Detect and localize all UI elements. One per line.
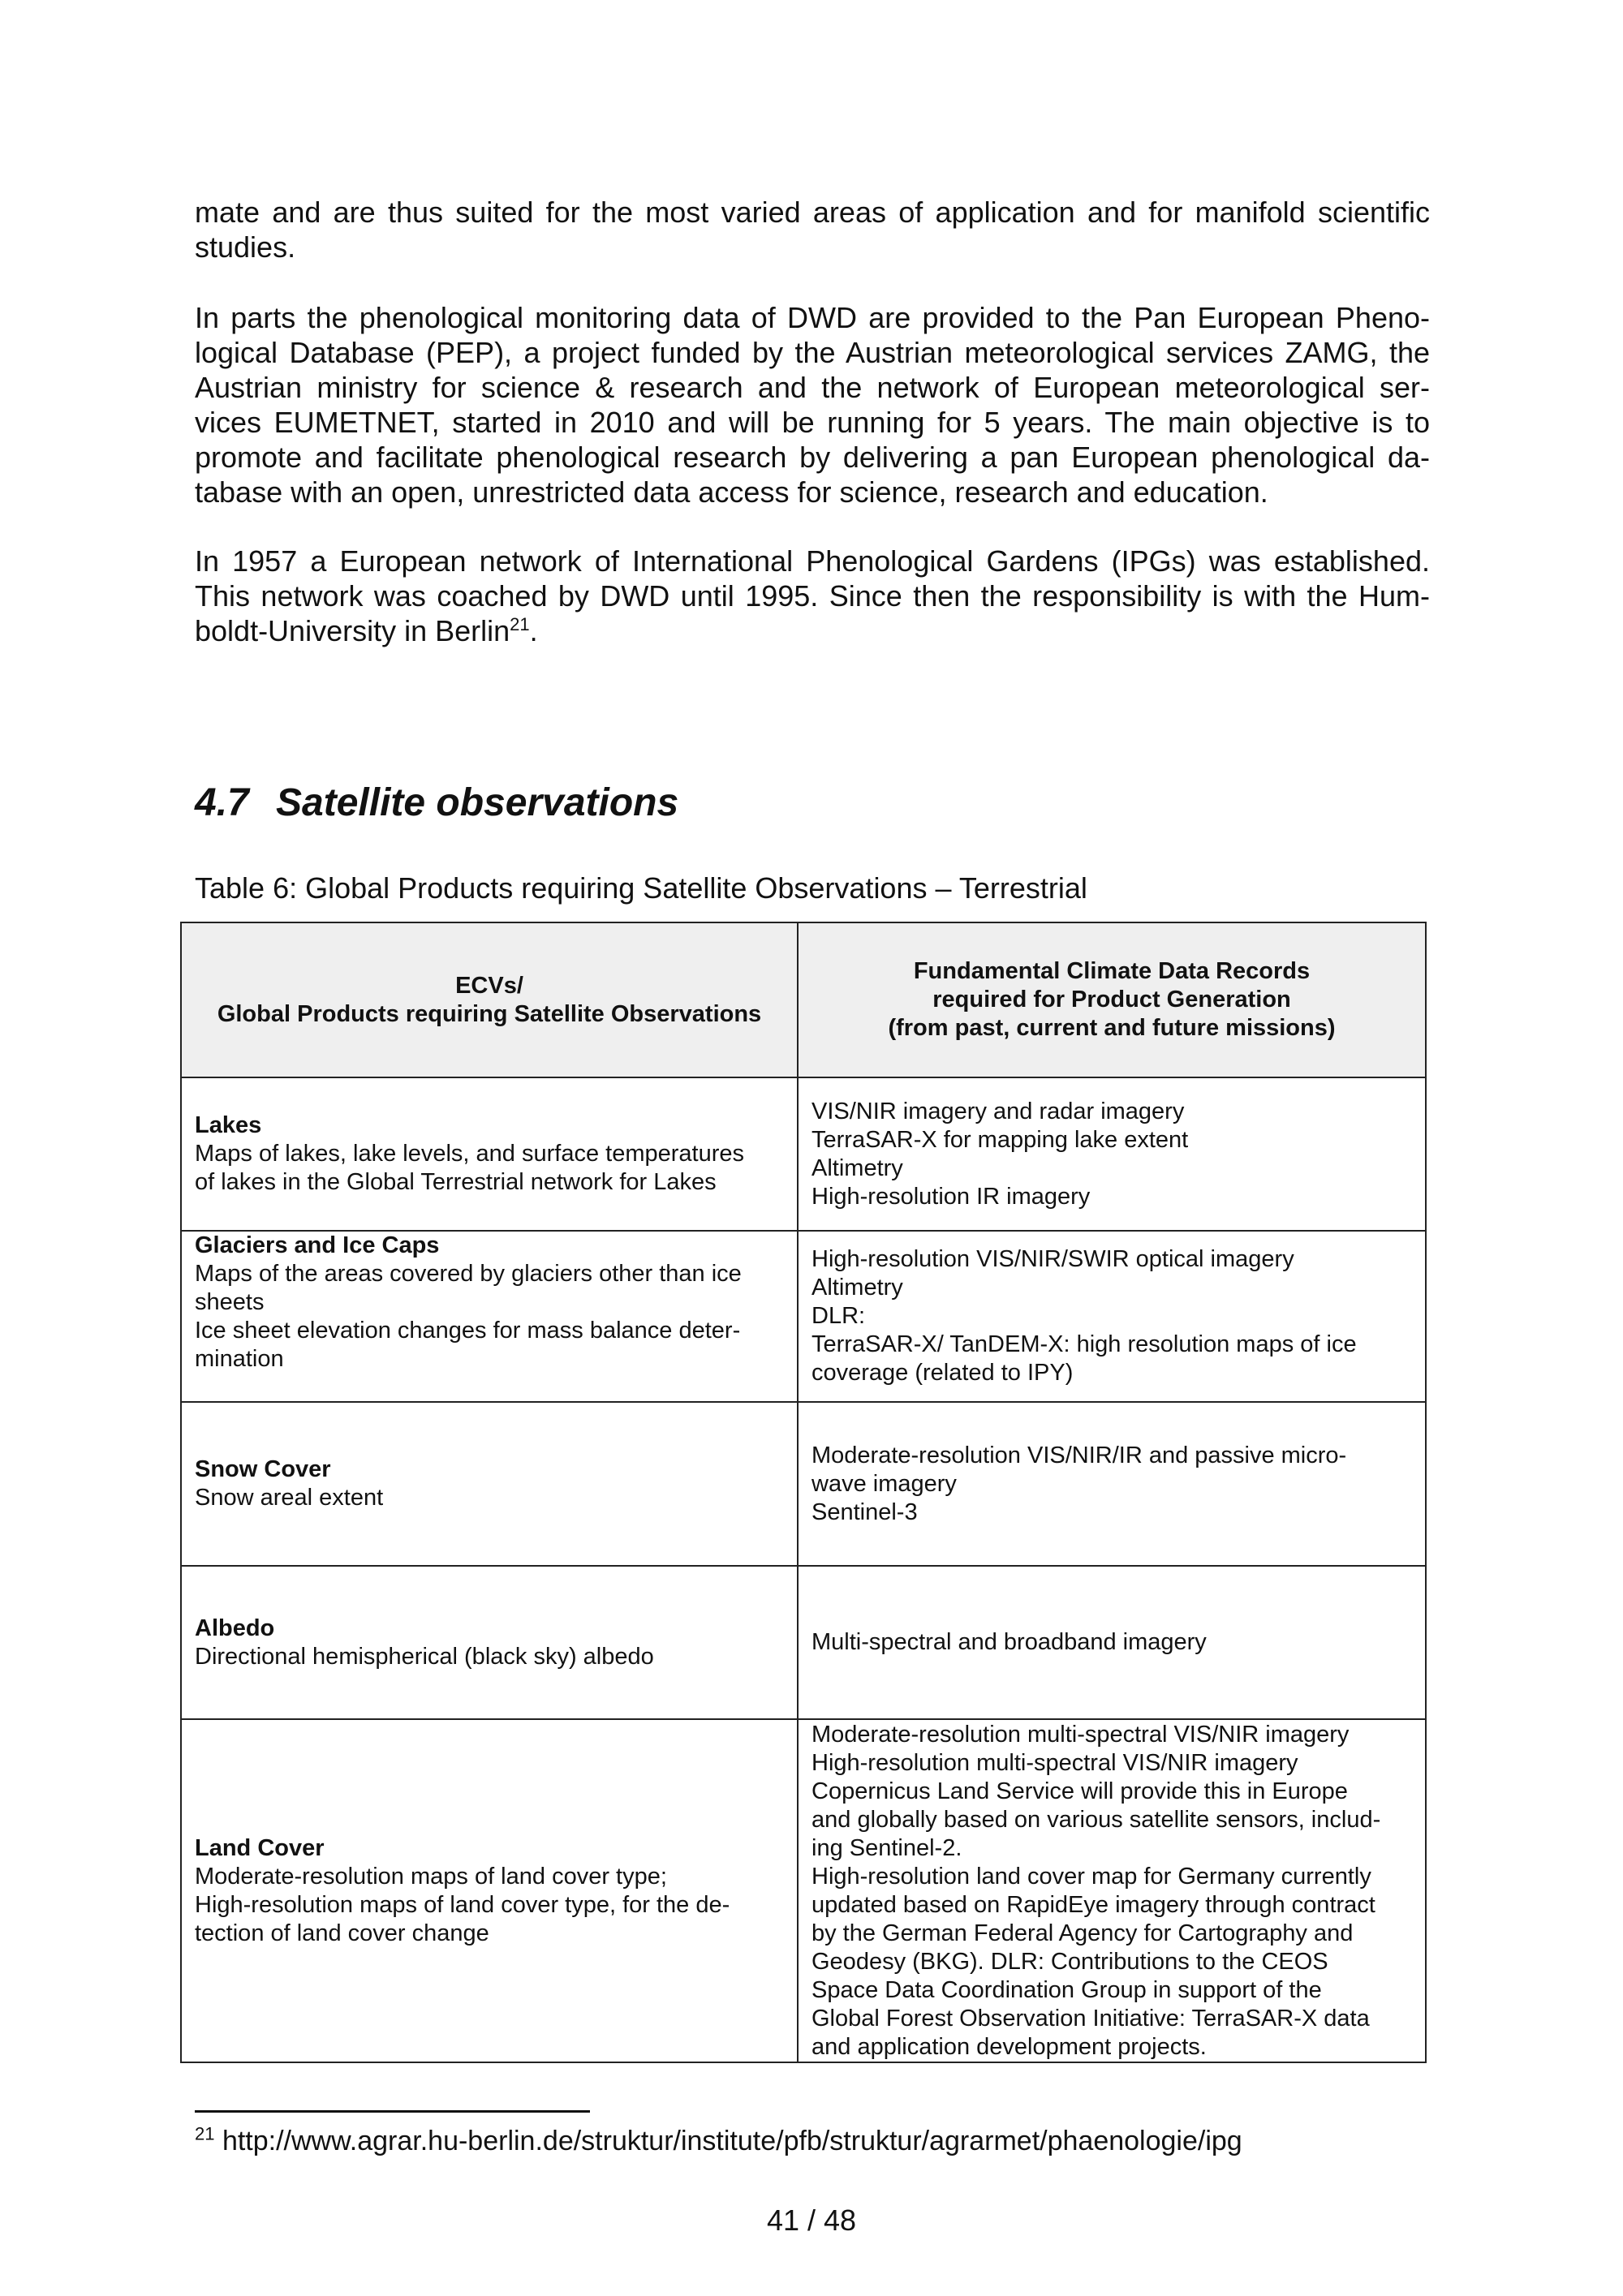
cell-line: required for Product Generation bbox=[932, 987, 1291, 1013]
product-cell bbox=[181, 1231, 798, 1402]
text-line bbox=[195, 195, 1430, 230]
table-row bbox=[181, 1077, 1426, 1231]
line-text: logical Database (PEP), a project funded by the Austrian meteorological services ZAMG, the bbox=[195, 336, 1430, 369]
records-cell bbox=[798, 1719, 1426, 2062]
table-row bbox=[181, 1719, 1426, 2062]
line-text: vices EUMETNET, started in 2010 and will be running for 5 years. The main objective is to bbox=[195, 406, 1430, 439]
cell-line: and application development projects. bbox=[812, 2033, 1207, 2060]
cell-line: Multi-spectral and broadband imagery bbox=[812, 1629, 1207, 1655]
text-line bbox=[195, 300, 1430, 335]
table-header-row bbox=[181, 922, 1426, 1077]
line-text: In 1957 a European network of International Phenological Gardens (IPGs) was established. bbox=[195, 544, 1430, 578]
cell-line: Moderate-resolution multi-spectral VIS/NIR imagery bbox=[812, 1721, 1350, 1748]
paragraph-continuation bbox=[195, 195, 1430, 264]
cell-line: Maps of lakes, lake levels, and surface temperatures bbox=[195, 1141, 744, 1167]
records-cell bbox=[798, 1566, 1426, 1719]
line-text: promote and facilitate phenological research by delivering a pan European phenological da- bbox=[195, 441, 1430, 474]
footnote-url[interactable]: http://www.agrar.hu-berlin.de/struktur/institute/pfb/struktur/agrarmet/phaenologie/ipg bbox=[222, 2126, 1242, 2156]
product-title: Lakes bbox=[195, 1112, 262, 1138]
cell-line: and globally based on various satellite sensors, includ- bbox=[812, 1806, 1381, 1833]
footnote-divider bbox=[195, 2110, 590, 2113]
text-line bbox=[195, 405, 1430, 440]
cell-line: ing Sentinel-2. bbox=[812, 1834, 962, 1861]
text-line bbox=[195, 230, 1430, 264]
cell-line: Global Forest Observation Initiative: TerraSAR-X data bbox=[812, 2005, 1370, 2032]
footnote-ref[interactable]: 21 bbox=[510, 614, 530, 634]
cell-line: Moderate-resolution maps of land cover type; bbox=[195, 1863, 667, 1890]
cell-line: wave imagery bbox=[812, 1470, 957, 1497]
records-cell bbox=[798, 1077, 1426, 1231]
line-text: Austrian ministry for science & research and the network of European meteorological ser- bbox=[195, 371, 1430, 404]
cell-line: High-resolution VIS/NIR/SWIR optical imagery bbox=[812, 1246, 1294, 1272]
paragraph-pep bbox=[195, 300, 1430, 510]
section-heading bbox=[195, 780, 678, 825]
product-title: Snow Cover bbox=[195, 1456, 331, 1482]
cell-line: Sentinel-3 bbox=[812, 1498, 918, 1525]
satellite-products-table bbox=[180, 922, 1427, 2063]
cell-line: VIS/NIR imagery and radar imagery bbox=[812, 1098, 1185, 1124]
text-line bbox=[195, 440, 1430, 475]
cell-line: (from past, current and future missions) bbox=[888, 1015, 1336, 1041]
line-text: boldt-University in Berlin bbox=[195, 614, 510, 647]
table-caption: Table 6: Global Products requiring Satellite Observations – Terrestrial bbox=[195, 871, 1087, 905]
cell-line: High-resolution land cover map for Germany currently bbox=[812, 1863, 1371, 1890]
product-title: Albedo bbox=[195, 1615, 275, 1641]
line-text: studies. bbox=[195, 230, 296, 264]
cell-line: of lakes in the Global Terrestrial network for Lakes bbox=[195, 1169, 717, 1195]
cell-line: High-resolution multi-spectral VIS/NIR imagery bbox=[812, 1749, 1298, 1776]
line-text: mate and are thus suited for the most varied areas of application and for manifold scientific bbox=[195, 196, 1430, 229]
cell-line: Snow areal extent bbox=[195, 1485, 384, 1511]
section-number: 4.7 bbox=[195, 781, 249, 824]
text-line: boldt-University in Berlin$^{21}$. bbox=[195, 614, 538, 647]
cell-line: TerraSAR-X for mapping lake extent bbox=[812, 1126, 1189, 1153]
cell-line: High-resolution maps of land cover type, for the de- bbox=[195, 1891, 730, 1918]
cell-line: Copernicus Land Service will provide this in Europe bbox=[812, 1778, 1348, 1804]
page-number: 41 / 48 bbox=[766, 2204, 857, 2237]
footnote bbox=[195, 2123, 1242, 2157]
product-cell bbox=[181, 1719, 798, 2062]
line-text: This network was coached by DWD until 1995. Since then the responsibility is with the Hum- bbox=[195, 579, 1430, 613]
paragraph-ipg bbox=[195, 544, 1430, 648]
text-line bbox=[195, 335, 1430, 370]
header-ecvs bbox=[181, 922, 798, 1077]
table-row bbox=[181, 1566, 1426, 1719]
product-cell bbox=[181, 1077, 798, 1231]
records-cell bbox=[798, 1231, 1426, 1402]
cell-line: Moderate-resolution VIS/NIR/IR and passive micro- bbox=[812, 1442, 1347, 1468]
cell-line: Space Data Coordination Group in support of the bbox=[812, 1976, 1322, 2003]
cell-line: Maps of the areas covered by glaciers other than ice bbox=[195, 1261, 742, 1287]
cell-line: tection of land cover change bbox=[195, 1920, 489, 1946]
line-text: tabase with an open, unrestricted data access for science, research and education. bbox=[195, 475, 1268, 509]
product-cell bbox=[181, 1566, 798, 1719]
section-title: Satellite observations bbox=[276, 781, 679, 824]
cell-line: DLR: bbox=[812, 1303, 866, 1329]
cell-line: TerraSAR-X/ TanDEM-X: high resolution maps of ice bbox=[812, 1331, 1357, 1357]
cell-line: Ice sheet elevation changes for mass balance deter- bbox=[195, 1318, 741, 1344]
text-line bbox=[195, 475, 1430, 510]
records-cell bbox=[798, 1402, 1426, 1566]
cell-line: Directional hemispherical (black sky) albedo bbox=[195, 1643, 654, 1670]
cell-line: Altimetry bbox=[812, 1275, 903, 1301]
table-row bbox=[181, 1231, 1426, 1402]
cell-line: updated based on RapidEye imagery through contract bbox=[812, 1891, 1375, 1918]
header-data-records bbox=[798, 922, 1426, 1077]
line-text: In parts the phenological monitoring data of DWD are provided to the Pan European Pheno- bbox=[195, 301, 1430, 334]
cell-line: mination bbox=[195, 1346, 284, 1372]
cell-line: by the German Federal Agency for Cartography and bbox=[812, 1920, 1354, 1946]
cell-line: ECVs/ bbox=[455, 972, 523, 999]
text-line bbox=[195, 370, 1430, 405]
product-title: Glaciers and Ice Caps bbox=[195, 1232, 440, 1258]
cell-line: coverage (related to IPY) bbox=[812, 1360, 1074, 1386]
cell-line: Altimetry bbox=[812, 1154, 903, 1181]
cell-line: High-resolution IR imagery bbox=[812, 1183, 1091, 1210]
cell-line: Fundamental Climate Data Records bbox=[913, 958, 1311, 984]
text-line bbox=[195, 578, 1430, 613]
cell-line: Global Products requiring Satellite Observations bbox=[217, 1000, 762, 1027]
cell-line: sheets bbox=[195, 1289, 265, 1315]
product-cell bbox=[181, 1402, 798, 1566]
product-title: Land Cover bbox=[195, 1834, 325, 1861]
table-row bbox=[181, 1402, 1426, 1566]
text-line bbox=[195, 544, 1430, 578]
footnote-number: 21 bbox=[195, 2123, 215, 2144]
cell-line: Geodesy (BKG). DLR: Contributions to the CEOS bbox=[812, 1948, 1328, 1975]
